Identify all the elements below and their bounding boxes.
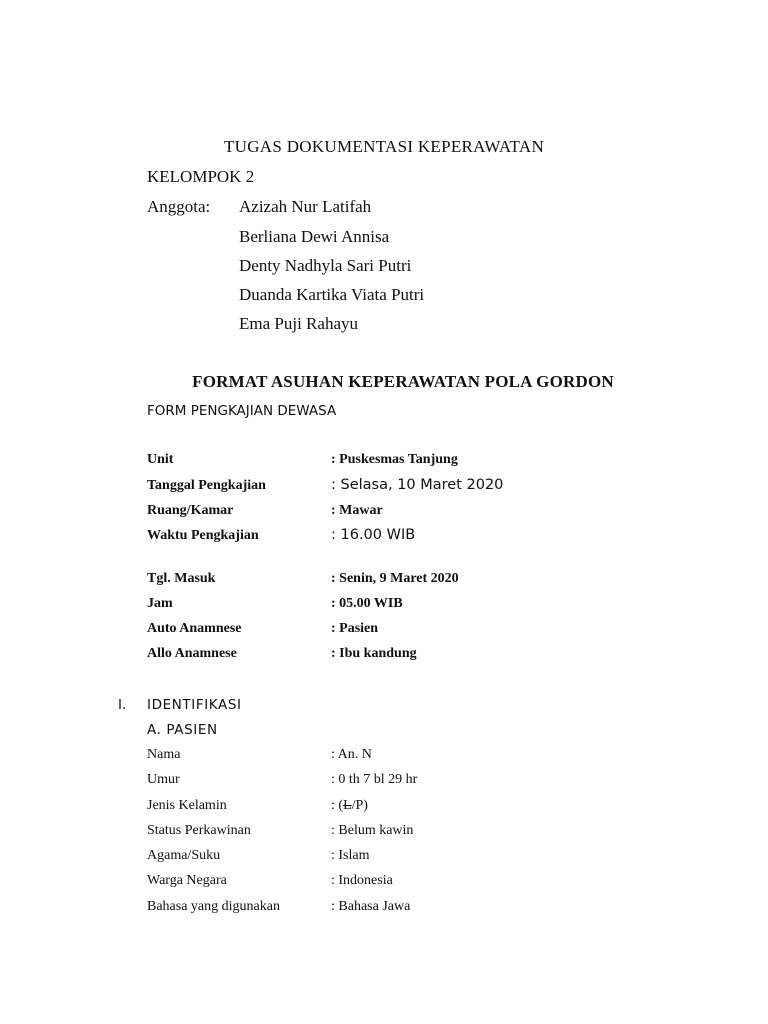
field-label-allo-anamnese: Allo Anamnese [147, 646, 237, 661]
field-label-tgl-masuk: Tgl. Masuk [147, 571, 216, 586]
form-subtitle: FORM PENGKAJIAN DEWASA [147, 403, 337, 419]
patient-value-bahasa: : Bahasa Jawa [331, 899, 411, 914]
gender-prefix: : ( [331, 798, 344, 813]
field-value-tgl-masuk: : Senin, 9 Maret 2020 [331, 571, 459, 586]
patient-label-bahasa: Bahasa yang digunakan [147, 899, 280, 914]
field-label-tanggal: Tanggal Pengkajian [147, 478, 266, 493]
form-title: FORMAT ASUHAN KEPERAWATAN POLA GORDON [192, 372, 614, 391]
member-name: Duanda Kartika Viata Putri [239, 285, 425, 304]
patient-label-jenis-kelamin: Jenis Kelamin [147, 798, 227, 813]
patient-label-agama: Agama/Suku [147, 848, 221, 863]
field-value-allo-anamnese: : Ibu kandung [331, 646, 417, 661]
patient-label-nama: Nama [147, 747, 181, 762]
field-value-waktu: : 16.00 WIB [331, 527, 416, 543]
field-value-tanggal: : Selasa, 10 Maret 2020 [331, 477, 504, 493]
field-label-auto-anamnese: Auto Anamnese [147, 621, 242, 636]
field-value-ruang: : Mawar [331, 503, 383, 518]
member-name: Azizah Nur Latifah [239, 197, 372, 216]
patient-label-status: Status Perkawinan [147, 823, 251, 838]
field-label-waktu: Waktu Pengkajian [147, 528, 259, 543]
field-value-unit: : Puskesmas Tanjung [331, 452, 458, 467]
patient-value-umur: : 0 th 7 bl 29 hr [331, 772, 418, 787]
field-label-ruang: Ruang/Kamar [147, 503, 234, 518]
member-name: Denty Nadhyla Sari Putri [239, 256, 412, 275]
document-title: TUGAS DOKUMENTASI KEPERAWATAN [223, 137, 545, 156]
patient-value-nama: : An. N [331, 747, 372, 762]
field-value-auto-anamnese: : Pasien [331, 621, 379, 636]
patient-value-warga-negara: : Indonesia [331, 873, 393, 888]
patient-label-umur: Umur [147, 772, 180, 787]
patient-value-jenis-kelamin [331, 798, 368, 814]
patient-label-warga-negara: Warga Negara [147, 873, 227, 888]
field-label-unit: Unit [147, 452, 174, 467]
section-title: IDENTIFIKASI [147, 697, 242, 713]
field-label-jam: Jam [147, 596, 173, 611]
patient-value-agama: : Islam [331, 848, 370, 863]
section-number: I. [118, 697, 127, 713]
gender-struck-option: L [343, 798, 352, 813]
group-name: KELOMPOK 2 [147, 167, 255, 186]
member-name: Berliana Dewi Annisa [239, 227, 390, 246]
subsection-title: A. PASIEN [147, 722, 218, 738]
patient-value-status: : Belum kawin [331, 823, 414, 838]
field-value-jam: : 05.00 WIB [331, 596, 403, 611]
member-name: Ema Puji Rahayu [239, 314, 358, 333]
members-label: Anggota: [147, 197, 211, 216]
gender-suffix: /P) [351, 798, 368, 813]
